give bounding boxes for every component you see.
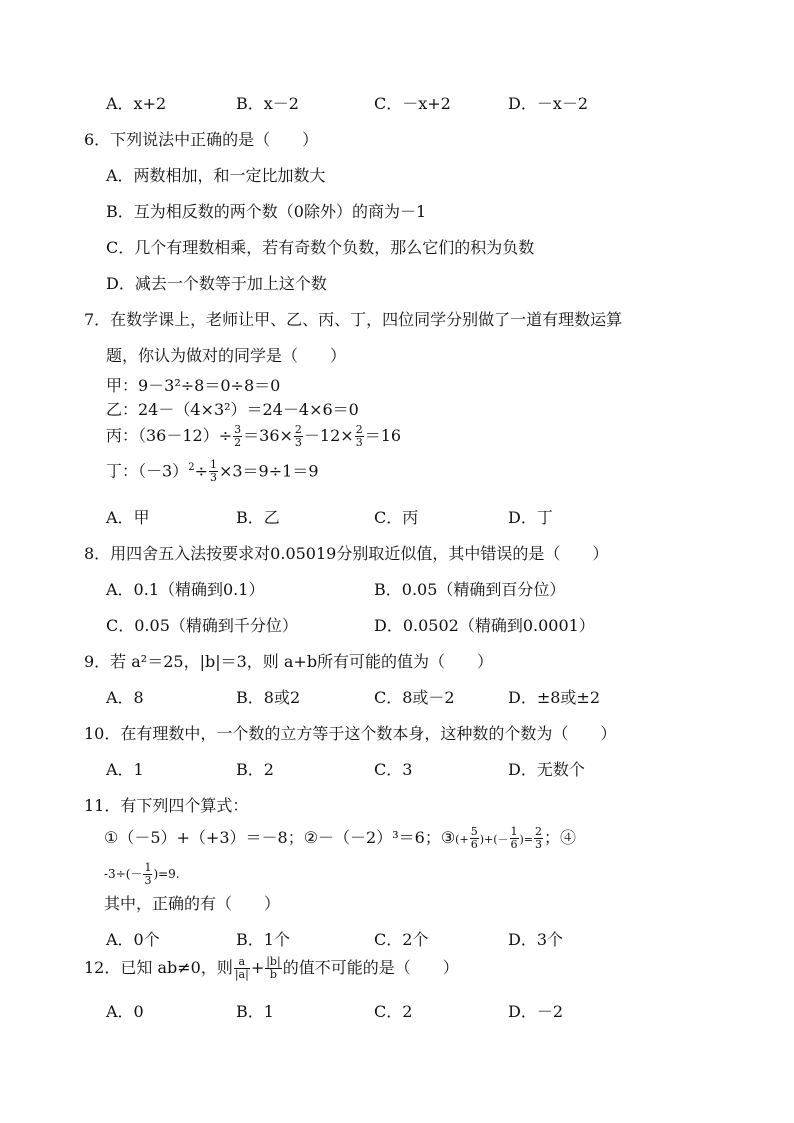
q8-option-b: B．0.05（精确到百分位） — [374, 580, 566, 599]
q8-option-a: A．0.1（精确到0.1） — [106, 580, 265, 599]
q11-stem: 11．有下列四个算式： — [84, 796, 249, 815]
q10-option-b: B．2 — [236, 760, 274, 779]
q10-option-d: D．无数个 — [508, 760, 585, 779]
q7-option-d: D．丁 — [508, 508, 553, 527]
q7-jia: 甲：9－3²÷8＝0÷8＝0 — [106, 376, 281, 395]
q6-option-c: C．几个有理数相乘，若有奇数个负数，那么它们的积为负数 — [106, 238, 535, 257]
fraction: $\frac{3}{2}$ — [234, 423, 242, 449]
q11-formula-4: -3÷(－ $\frac{1}{3}$ )=9. — [104, 861, 180, 887]
q8-stem: 8．用四舍五入法按要求对0.05019分别取近似值，其中错误的是（ ） — [84, 544, 609, 563]
q11-sub: 其中，正确的有（ ） — [104, 894, 281, 913]
q7-option-c: C．丙 — [374, 508, 419, 527]
q9-option-c: C．8或－2 — [374, 688, 455, 707]
q12-option-c: C．2 — [374, 1002, 413, 1021]
q7-bing: 丙：（36－12）÷ $\frac{3}{2}$ ＝36× $\frac{2}{3}$ －12× $\frac{2}{3}$ ＝16 — [106, 423, 402, 449]
q9-option-a: A．8 — [106, 688, 144, 707]
q7-stem-line1: 7．在数学课上，老师让甲、乙、丙、丁，四位同学分别做了一道有理数运算 — [84, 310, 623, 329]
q9-option-d: D．±8或±2 — [508, 688, 601, 707]
q12-option-b: B．1 — [236, 1002, 274, 1021]
fraction: $\frac{5}{6}$ — [470, 825, 478, 851]
q10-stem: 10．在有理数中，一个数的立方等于这个数本身，这种数的个数为（ ） — [84, 724, 617, 743]
fraction: $\frac{1}{3}$ — [144, 861, 152, 887]
q5-option-d: D．－x－2 — [508, 94, 589, 113]
q10-option-c: C．3 — [374, 760, 413, 779]
q8-option-d: D．0.0502（精确到0.0001） — [374, 616, 595, 635]
fraction: $\frac{2}{3}$ — [294, 423, 302, 449]
q5-option-b: B．x－2 — [236, 94, 299, 113]
q11-option-a: A．0个 — [106, 930, 160, 949]
fraction: $\frac{a}{|a|}$ — [234, 955, 249, 981]
fraction: $\frac{1}{3}$ — [209, 458, 217, 485]
q12-stem: 12．已知 ab≠0，则 $\frac{a}{|a|}$ + $\frac{|b|}{b}$ 的值不可能的是（ ） — [84, 955, 459, 981]
fraction: $\frac{|b|}{b}$ — [266, 955, 281, 981]
q11-option-c: C．2个 — [374, 930, 429, 949]
q7-yi: 乙：24－（4×3²）＝24－4×6＝0 — [106, 400, 359, 419]
fraction: $\frac{2}{3}$ — [355, 423, 363, 449]
q11-option-d: D．3个 — [508, 930, 564, 949]
q11-option-b: B．1个 — [236, 930, 290, 949]
q7-option-a: A．甲 — [106, 508, 150, 527]
q8-option-c: C．0.05（精确到千分位） — [106, 616, 298, 635]
q6-stem: 6．下列说法中正确的是（ ） — [84, 130, 319, 149]
q6-option-d: D．减去一个数等于加上这个数 — [106, 274, 327, 293]
fraction: $\frac{1}{6}$ — [510, 825, 518, 851]
q5-option-a: A．x+2 — [106, 94, 167, 113]
q6-option-b: B．互为相反数的两个数（0除外）的商为－1 — [106, 202, 427, 221]
q5-option-c: C．－x+2 — [374, 94, 451, 113]
q11-formula: ①（－5）+（+3）＝－8；②－（－2）³＝6；③(+ $\frac{5}{6}$ )+(－ $\frac{1}{6}$ )= $\frac{2}{3}$ ；④ — [104, 825, 577, 851]
q12-option-a: A．0 — [106, 1002, 144, 1021]
q7-ding: 丁：$(-3)^2\div$ $\frac{1}{3}$ ×3＝9÷1＝9 — [106, 458, 319, 485]
q9-option-b: B．8或2 — [236, 688, 301, 707]
q6-option-a: A．两数相加，和一定比加数大 — [106, 166, 326, 185]
q7-option-b: B．乙 — [236, 508, 280, 527]
q12-option-d: D．－2 — [508, 1002, 564, 1021]
fraction: $\frac{2}{3}$ — [535, 825, 543, 851]
q7-stem-line2: 题，你认为做对的同学是（ ） — [106, 346, 347, 365]
q10-option-a: A．1 — [106, 760, 144, 779]
q9-stem: 9．若 a²＝25，|b|＝3，则 a+b所有可能的值为（ ） — [84, 652, 494, 671]
